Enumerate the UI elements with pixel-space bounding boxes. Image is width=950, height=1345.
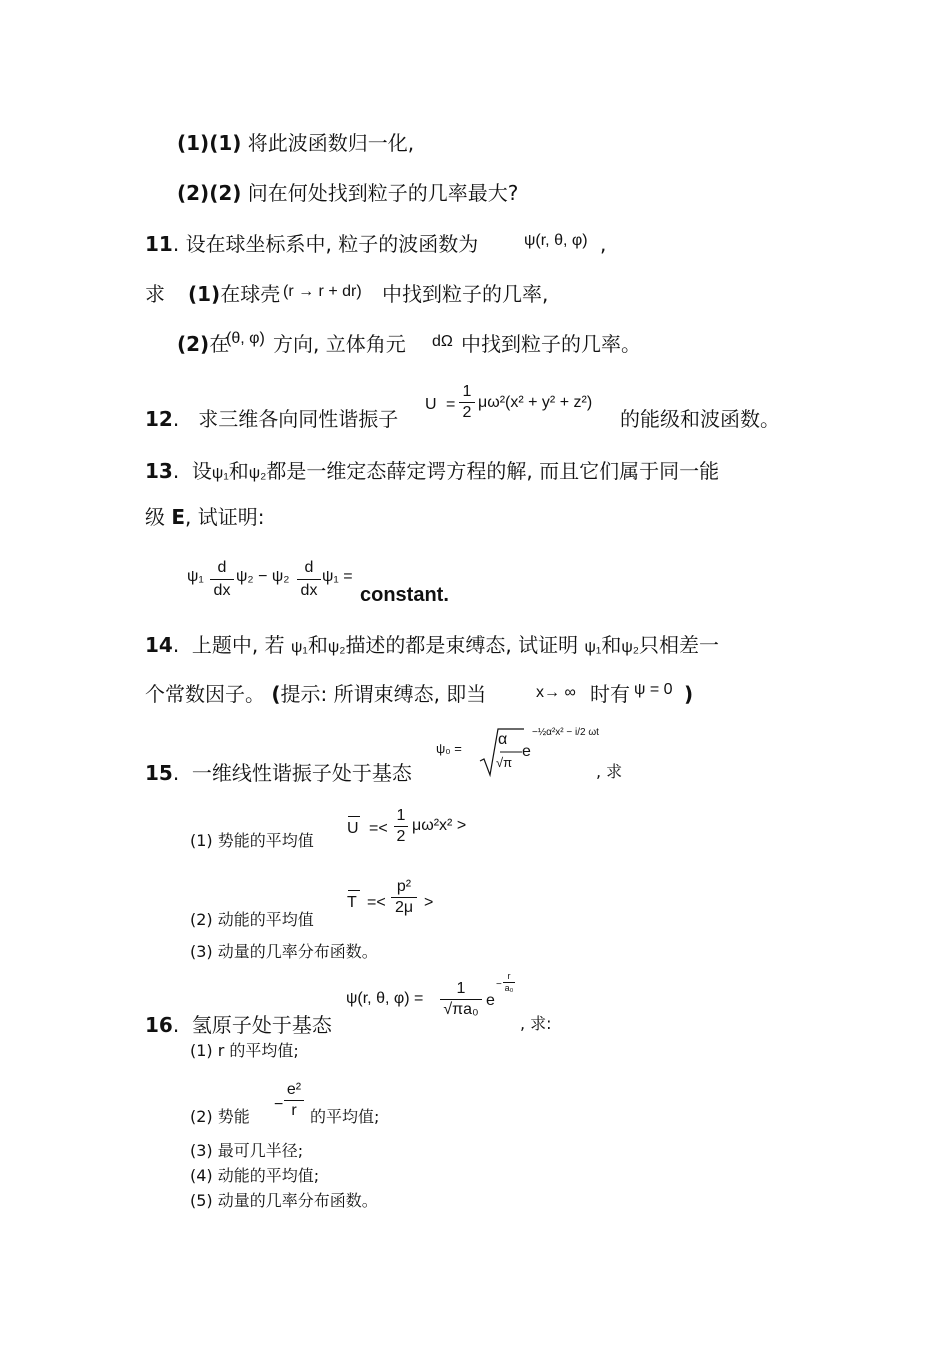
- q11-number: 11: [145, 232, 173, 256]
- q15-i1-half-num: 1: [396, 807, 406, 824]
- q10-item-2-number-dup: (2): [209, 181, 242, 205]
- q15-item-3: (3) 动量的几率分布函数。: [190, 942, 378, 961]
- q15-alpha: α: [498, 731, 508, 748]
- q15-i2-frac: [391, 879, 417, 916]
- q10-item-2-number: (2): [177, 181, 210, 205]
- q13-text-d: , 试证明:: [185, 505, 265, 529]
- q15-number: 15: [145, 761, 173, 785]
- q14-hint-close: ): [684, 682, 694, 706]
- q15-item-2: (2) 动能的平均值: [190, 910, 314, 929]
- q12-expression: μω²(x² + y² + z²): [478, 394, 593, 411]
- q15-U-bar: [348, 816, 360, 817]
- q13-psi1: ψ₁: [211, 465, 229, 482]
- q14-text-b: 描述的都是束缚态, 试证明: [345, 633, 579, 657]
- q13-and: 和: [228, 459, 249, 483]
- q15-i1-half-den: 2: [396, 828, 406, 845]
- q14-number: 14: [145, 633, 173, 657]
- q12-half-num: 1: [462, 383, 472, 400]
- q14-line-1: 14. 上题中, 若 ψ₁和ψ₂描述的都是束缚态, 试证明 ψ₁和ψ₂只相差一: [145, 633, 719, 657]
- q13-text-b: 都是一维定态薛定谔方程的解, 而且它们属于同一能: [266, 459, 720, 483]
- q13-f-deriv-2: [297, 560, 321, 599]
- q15-i1-half: [394, 808, 408, 845]
- q11-item-2-tail: 中找到粒子的几率。: [461, 332, 641, 356]
- q15-exp-base: e: [522, 743, 531, 760]
- q12-U: U: [425, 396, 437, 413]
- q11-shell-math: (r → r + dr): [283, 283, 362, 300]
- q13-f-psi1b: ψ₁ =: [322, 568, 353, 585]
- q16-item-2-minus: −: [274, 1096, 284, 1113]
- q16-item-4: (4) 动能的平均值;: [190, 1166, 320, 1185]
- q14-psi1: ψ₁: [291, 639, 308, 656]
- q13-f-deriv-1-den: dx: [213, 582, 231, 599]
- q10-item-2: [177, 183, 518, 203]
- q12-tail: 的能级和波函数。: [620, 407, 780, 431]
- q14-text-line2: 个常数因子。: [145, 682, 265, 706]
- q16-number: 16: [145, 1013, 173, 1037]
- q13-f-psi1: ψ₁: [187, 568, 204, 585]
- q13-f-deriv-2-num: d: [304, 559, 314, 576]
- q16-frac-num: 1: [456, 980, 466, 997]
- q13-f-deriv-1: [210, 560, 234, 599]
- q16-item-2-frac: [284, 1082, 304, 1119]
- q11-function: ψ(r, θ, φ): [524, 232, 588, 249]
- q14-psi2b: ψ₂: [621, 639, 639, 656]
- q13-constant: constant.: [360, 584, 449, 606]
- q15-exponent: −½α²x² − i/2 ωt: [532, 727, 599, 738]
- q14-condition: ψ = 0: [634, 681, 673, 698]
- q16-ask: , 求:: [520, 1014, 552, 1033]
- q14-and2: 和: [601, 633, 622, 657]
- q16-line: 16. 氢原子处于基态: [145, 1013, 332, 1037]
- q12-number: 12: [145, 407, 173, 431]
- q15-U: U: [347, 820, 359, 837]
- q13-line-1: 13. 设ψ₁和ψ₂都是一维定态薛定谔方程的解, 而且它们属于同一能: [145, 459, 720, 483]
- q11-item-2-mid: 方向, 立体角元: [273, 332, 406, 356]
- q11-line: 11. 设在球坐标系中, 粒子的波函数为: [145, 232, 479, 256]
- q15-i2-eq: =<: [367, 894, 386, 911]
- q11-item-2-text-a: 在: [209, 332, 230, 356]
- q15-ask: , 求: [596, 762, 623, 781]
- q12-half-den: 2: [462, 404, 472, 421]
- q11-item-1-text-a: 在球壳: [220, 282, 281, 306]
- q11-ask: 求: [145, 282, 165, 306]
- q11-direction-math: (θ, φ): [226, 330, 265, 347]
- q10-item-1-number: (1): [177, 131, 210, 155]
- q13-line-2: [145, 507, 264, 527]
- q16-psi: ψ(r, θ, φ) =: [346, 990, 424, 1007]
- q11-item-2: [177, 334, 229, 354]
- q15-text: 一维线性谐振子处于基态: [191, 761, 412, 785]
- q14-psi1b: ψ₁: [584, 639, 602, 656]
- q11-text: 设在球坐标系中, 粒子的波函数为: [185, 232, 479, 256]
- q16-item-3: (3) 最可几半径;: [190, 1141, 304, 1160]
- q16-item-2-num: e²: [286, 1081, 302, 1098]
- q12-equals: =: [446, 396, 456, 413]
- q14-when: 时有: [590, 682, 630, 706]
- q14-psi2: ψ₂: [327, 639, 346, 656]
- q16-item-2-den: r: [291, 1102, 297, 1119]
- q10-item-2-text: 问在何处找到粒子的几率最大?: [247, 181, 519, 205]
- q16-item-2-b: 的平均值;: [310, 1107, 380, 1126]
- q15-i2-num: p²: [396, 878, 412, 895]
- q12-line: 12. 求三维各向同性谐振子: [145, 407, 399, 431]
- q11-item-1-number: (1): [188, 282, 221, 306]
- q10-item-1-number-dup: (1): [209, 131, 242, 155]
- q15-line: 15. 一维线性谐振子处于基态: [145, 761, 412, 785]
- q14-hint-open: (: [271, 682, 281, 706]
- q12-half: [459, 384, 475, 421]
- q14-line-2: [145, 684, 486, 704]
- q13-energy: E: [171, 505, 186, 529]
- q11-comma: ,: [600, 232, 607, 256]
- q14-and: 和: [307, 633, 328, 657]
- q15-T-bar: [348, 890, 360, 891]
- q16-exp-base: e: [486, 992, 495, 1009]
- q14-text-a: 上题中, 若: [191, 633, 285, 657]
- q11-solid-angle: dΩ: [432, 333, 453, 350]
- q16-item-5: (5) 动量的几率分布函数。: [190, 1191, 378, 1210]
- q13-f-psi2: ψ₂ − ψ₂: [236, 568, 290, 585]
- q12-text: 求三维各向同性谐振子: [198, 407, 399, 431]
- q15-i1-eq: =<: [369, 820, 388, 837]
- q15-i1-expr: μω²x² >: [412, 817, 467, 834]
- q16-frac-den: √πa₀: [443, 1001, 479, 1018]
- q15-i2-den: 2μ: [394, 899, 414, 916]
- q15-sqrtpi: √π: [496, 755, 513, 770]
- q13-text-a: 设: [191, 459, 212, 483]
- q15-item-1: (1) 势能的平均值: [190, 831, 314, 850]
- q16-item-2-a: (2) 势能: [190, 1107, 250, 1126]
- q15-psi0: ψ₀ =: [436, 741, 462, 756]
- q16-exp-frac: [503, 972, 515, 993]
- q10-item-1: [177, 133, 414, 153]
- q13-f-deriv-1-num: d: [217, 559, 227, 576]
- q16-text: 氢原子处于基态: [191, 1013, 332, 1037]
- q15-i2-end: >: [424, 894, 434, 911]
- q16-exp-num: r: [507, 971, 511, 981]
- q16-exp-minus: −: [496, 979, 502, 990]
- q11-item-1-tail: 中找到粒子的几率,: [382, 282, 549, 306]
- q13-text-c: 级: [145, 505, 165, 529]
- q14-text-c: 只相差一: [638, 633, 719, 657]
- q13-number: 13: [145, 459, 173, 483]
- q11-item-1: [188, 284, 280, 304]
- q15-T: T: [347, 894, 357, 911]
- q16-item-1: (1) r 的平均值;: [190, 1041, 299, 1060]
- q16-frac: [440, 981, 482, 1018]
- q10-item-1-text: 将此波函数归一化,: [247, 131, 415, 155]
- q11-item-2-number: (2): [177, 332, 210, 356]
- q13-f-deriv-2-den: dx: [300, 582, 318, 599]
- q14-limit: x→ ∞: [536, 684, 576, 701]
- q16-exp-den: a₀: [504, 983, 514, 993]
- q14-hint: 提示: 所谓束缚态, 即当: [280, 682, 487, 706]
- q13-psi2: ψ₂: [248, 465, 267, 482]
